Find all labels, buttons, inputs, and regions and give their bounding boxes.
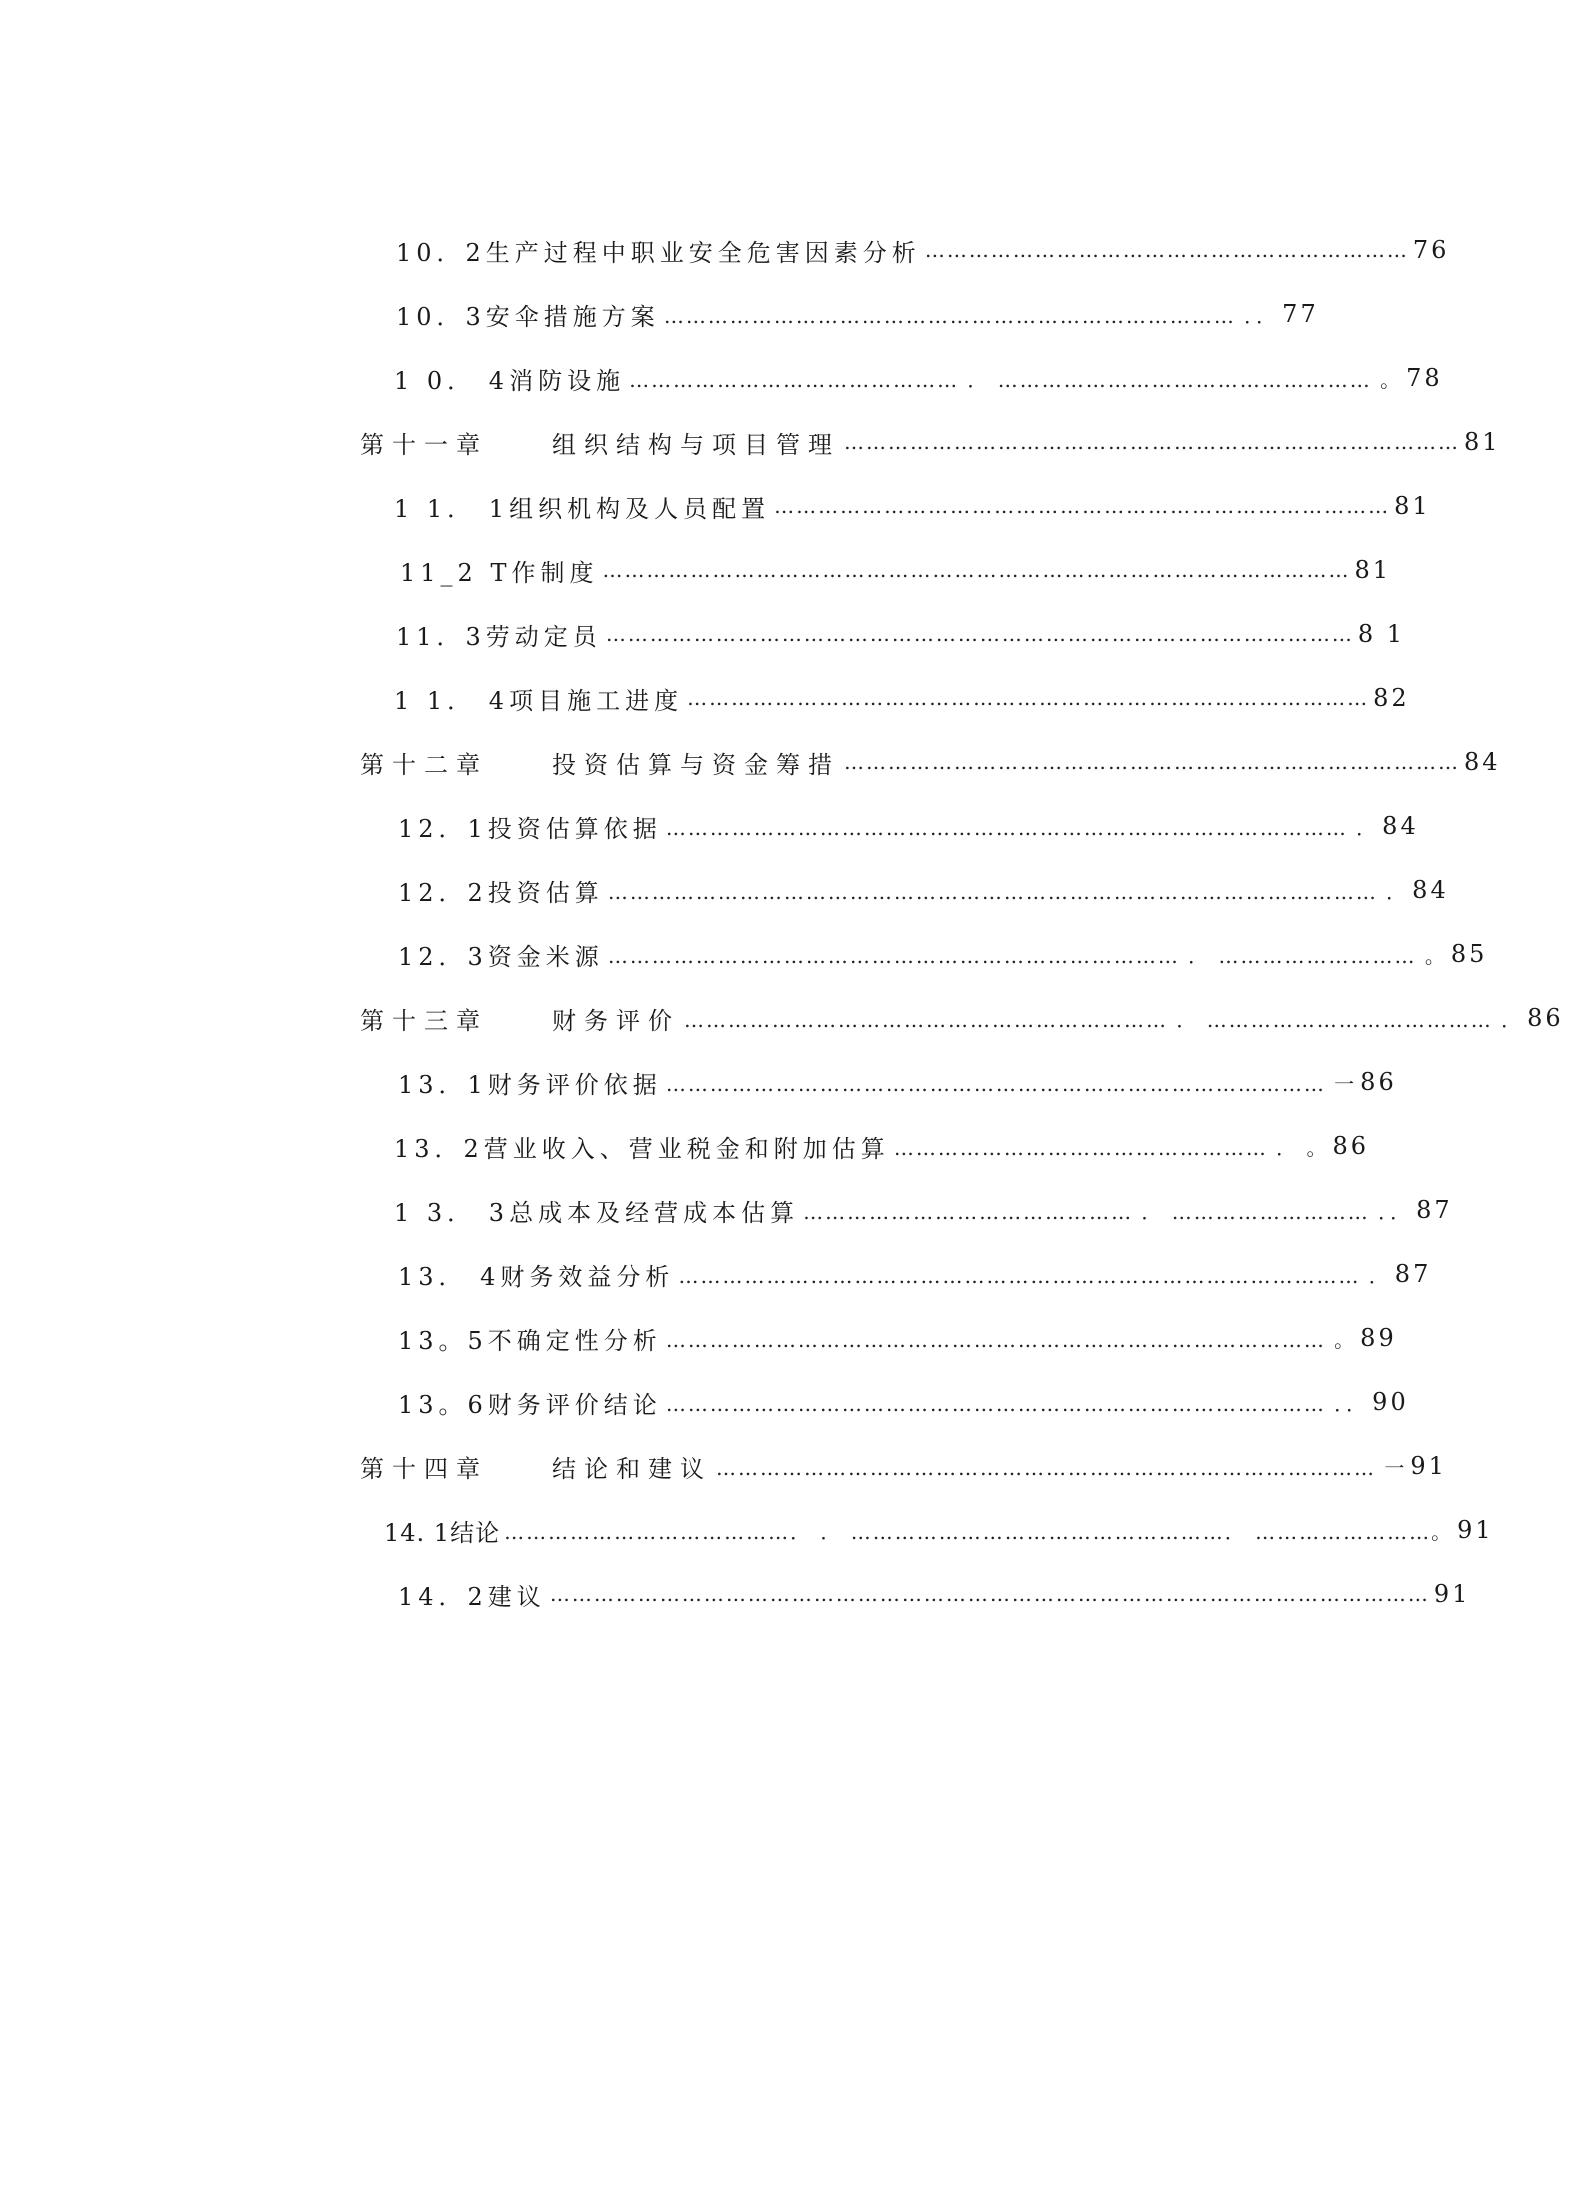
toc-entry-label: 11_2 T作制度: [400, 558, 599, 587]
toc-entry-label: 14. 1结论: [384, 1518, 501, 1547]
toc-dot-leader: ………………………………………………………………………………… ．: [665, 815, 1379, 840]
toc-dot-leader: ……………………………………………………………………………… 。: [665, 1327, 1357, 1352]
toc-entry-label: 1 3． 3总成本及经营成本估算: [394, 1198, 800, 1227]
toc-page-number: 86: [1332, 1132, 1370, 1160]
toc-page-number: 87: [1394, 1260, 1432, 1288]
toc-page-number: 91: [1410, 1452, 1447, 1480]
toc-dot-leader: ……………………………………… ． …………………………………………… 。: [629, 367, 1403, 392]
toc-entry-label: 14．2建议: [398, 1582, 546, 1611]
toc-entry-label: 1 1． 4项目施工进度: [394, 686, 684, 715]
toc-entry-label: 13． 4财务效益分析: [398, 1262, 675, 1291]
toc-dot-leader: …………………………………………………………………………………………………………: [549, 1582, 1430, 1606]
toc-dot-leader: …………………………………………………………: [924, 238, 1409, 262]
toc-entry[interactable]: [398, 1318, 1397, 1358]
toc-dot-leader: …………………………………………………………………… ．．: [663, 303, 1279, 328]
toc-page-number: 84: [1412, 876, 1449, 904]
toc-entry[interactable]: [394, 486, 1431, 526]
toc-entry[interactable]: [398, 1062, 1397, 1102]
toc-page-number: 87: [1416, 1196, 1453, 1224]
toc-entry[interactable]: [396, 230, 1450, 270]
toc-page-number: 78: [1406, 364, 1443, 392]
toc-page-number: 81: [1354, 556, 1391, 584]
toc-dot-leader: …………………………………………………………………………: [844, 750, 1460, 774]
toc-dot-leader: …………………………………………………………………………: [774, 494, 1391, 518]
toc-page-number: 81: [1464, 428, 1501, 456]
toc-entry[interactable]: [398, 806, 1419, 846]
toc-dot-leader: …………………………………． ． ……………………………………………． ……………………。: [504, 1519, 1454, 1544]
toc-entry-label: 11．3劳动定员: [396, 622, 602, 651]
toc-dot-leader: ……………………………………………………………………………… 一: [716, 1455, 1407, 1480]
toc-entry-label: 10．3安伞措施方案: [396, 302, 660, 331]
toc-entry[interactable]: [398, 1574, 1471, 1614]
toc-entry[interactable]: [398, 870, 1449, 910]
toc-dot-leader: ……………………………………………………………………………… 一: [665, 1071, 1357, 1096]
toc-dot-leader: …………………………………………………………………………………: [687, 686, 1370, 710]
toc-entry-label: 1 0． 4消防设施: [394, 366, 626, 395]
toc-page-number: 8 1: [1357, 620, 1405, 648]
toc-entry-label: 第十三章 财务评价: [360, 1006, 680, 1035]
toc-entry[interactable]: [398, 934, 1488, 974]
toc-entry-label: 13。6财务评价结论: [398, 1390, 662, 1419]
toc-entry-label: 12．3资金米源: [398, 942, 604, 971]
toc-page-number: 90: [1372, 1388, 1409, 1416]
toc-page-number: 76: [1412, 236, 1450, 264]
toc-entry-chapter[interactable]: [360, 1446, 1447, 1486]
toc-dot-leader: …………………………………………………………………………………………: [605, 622, 1354, 646]
toc-entry-label: 10．2生产过程中职业安全危害因素分析: [396, 238, 921, 267]
toc-entry-label: 12．2投资估算: [398, 878, 604, 907]
toc-entry[interactable]: [396, 614, 1405, 654]
toc-entry[interactable]: [384, 1510, 1494, 1550]
toc-page-number: 85: [1450, 940, 1488, 968]
toc-page-number: 86: [1527, 1004, 1564, 1032]
toc-entry-chapter[interactable]: [360, 742, 1501, 782]
toc-entry-chapter[interactable]: [360, 998, 1564, 1038]
toc-dot-leader: …………………………………………………………………… ． ……………………… 。: [607, 943, 1447, 968]
toc-entry-label: 第十四章 结论和建议: [360, 1454, 712, 1483]
toc-entry-label: 1 1． 1组织机构及人员配置: [394, 494, 771, 523]
toc-page-number: 84: [1464, 748, 1501, 776]
toc-page-number: 91: [1457, 1516, 1494, 1544]
toc-entry-label: 第十一章 组织结构与项目管理: [360, 430, 840, 459]
toc-page-number: 77: [1282, 300, 1319, 328]
toc-entry[interactable]: [396, 294, 1319, 334]
toc-entry[interactable]: [398, 1382, 1409, 1422]
toc-dot-leader: ………………………………………………………………………………… ．: [678, 1263, 1391, 1288]
toc-entry[interactable]: [394, 678, 1410, 718]
toc-dot-leader: ……………………………………… ． ……………………… ．．: [803, 1199, 1413, 1224]
toc-page-number: 89: [1360, 1324, 1397, 1352]
toc-entry-label: 13。5不确定性分析: [398, 1326, 662, 1355]
toc-page-number: 91: [1433, 1580, 1471, 1608]
toc-dot-leader: ………………………………………………………… ． ………………………………… ．: [684, 1007, 1524, 1032]
toc-dot-leader: …………………………………………………………………………: [844, 430, 1460, 454]
toc-page-number: 84: [1382, 812, 1419, 840]
toc-dot-leader: …………………………………………… ． 。: [893, 1135, 1329, 1160]
toc-entry-chapter[interactable]: [360, 422, 1501, 462]
toc-entry-label: 13．1财务评价依据: [398, 1070, 662, 1099]
toc-entry[interactable]: [394, 1126, 1370, 1166]
toc-entry[interactable]: [394, 358, 1443, 398]
toc-entry[interactable]: [394, 1190, 1453, 1230]
toc-entry-label: 12．1投资估算依据: [398, 814, 662, 843]
toc-dot-leader: …………………………………………………………………………………………… ．: [607, 879, 1409, 904]
toc-dot-leader: …………………………………………………………………………………………: [602, 558, 1351, 582]
toc-entry-label: 13．2营业收入、营业税金和附加估算: [394, 1134, 890, 1163]
toc-entry-label: 第十二章 投资估算与资金筹措: [360, 750, 840, 779]
toc-entry[interactable]: [398, 1254, 1432, 1294]
toc-page-number: 81: [1394, 492, 1431, 520]
toc-entry[interactable]: [400, 550, 1391, 590]
toc-page-number: 86: [1360, 1068, 1397, 1096]
toc-page-number: 82: [1373, 684, 1410, 712]
toc-dot-leader: ……………………………………………………………………………… ．．: [665, 1391, 1369, 1416]
